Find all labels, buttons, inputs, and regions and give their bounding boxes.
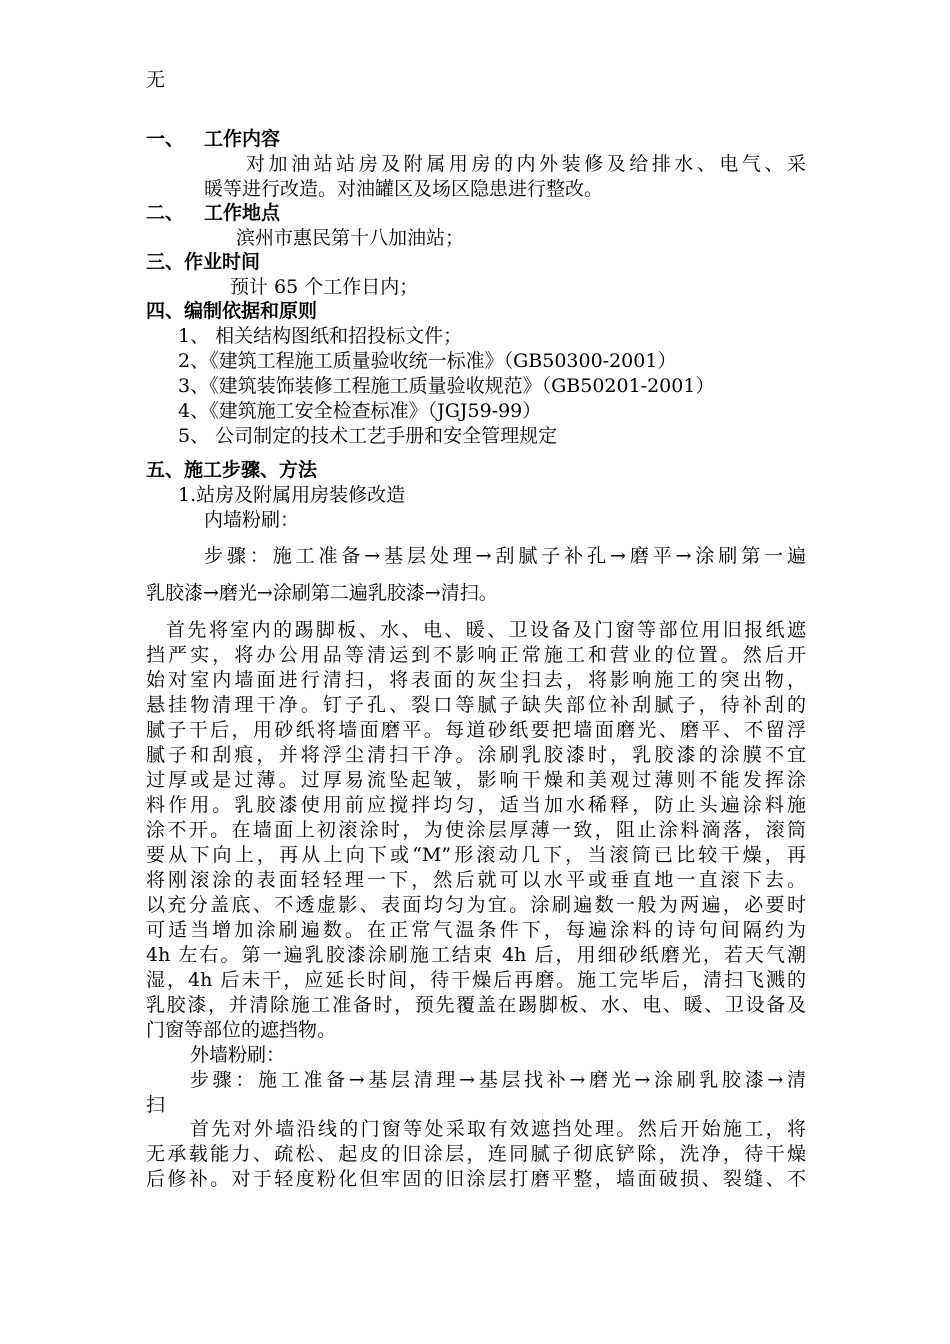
para1-line: 始对室内墙面进行清扫，将表面的灰尘扫去，将影响施工的突出物， <box>146 669 806 691</box>
para1-line: 首先将室内的踢脚板、水、电、暖、卫设备及门窗等部位用旧报纸遮 <box>166 619 806 641</box>
para1-line: 湿，4h 后未干，应延长时间，待干燥后再磨。施工完毕后，清扫飞溅的 <box>146 969 806 991</box>
para1-line: 以充分盖底、不透虚影、表面均匀为宜。涂刷遍数一般为两遍，必要时 <box>146 894 806 916</box>
para1-line: 可适当增加涂刷遍数。在正常气温条件下，每遍涂料的诗句间隔约为 <box>146 919 806 941</box>
para1-line: 将刚滚涂的表面轻轻理一下，然后就可以水平或垂直地一直滚下去。 <box>146 869 806 891</box>
inner-wall-steps-line-2: 乳胶漆→磨光→涂刷第二遍乳胶漆→清扫。 <box>146 582 498 604</box>
para1-line: 腻子干后，用砂纸将墙面磨平。每道砂纸要把墙面磨光、磨平、不留浮 <box>146 719 806 741</box>
para2-line: 首先对外墙沿线的门窗等处采取有效遮挡处理。然后开始施工，将 <box>190 1118 806 1140</box>
para1-line: 乳胶漆，并清除施工准备时，预先覆盖在踢脚板、水、电、暖、卫设备及 <box>146 994 806 1016</box>
header-mark: 无 <box>146 69 166 91</box>
para1-line: 4h 左右。第一遍乳胶漆涂刷施工结束 4h 后，用细砂纸磨光，若天气潮 <box>146 944 806 966</box>
basis-item-2: 2、《建筑工程施工质量验收统一标准》（GB50300-2001） <box>178 350 677 372</box>
basis-item-5: 5、 公司制定的技术工艺手册和安全管理规定 <box>178 425 558 447</box>
basis-item-3: 3、《建筑装饰装修工程施工质量验收规范》（GB50201-2001） <box>178 375 715 397</box>
section-3-text: 预计 65 个工作日内； <box>230 276 419 298</box>
para1-line: 挡严实，将办公用品等清运到不影响正常施工和营业的位置。然后开 <box>146 644 806 666</box>
para1-line: 料作用。乳胶漆使用前应搅拌均匀，适当加水稀释，防止头遍涂料施 <box>146 794 806 816</box>
para1-line: 要从下向上，再从上向下或“M”形滚动几下，当滚筒已比较干燥，再 <box>146 844 806 866</box>
section-1-text-line-2: 暖等进行改造。对油罐区及场区隐患进行整改。 <box>204 178 604 200</box>
section-1-text-line-1: 对加油站站房及附属用房的内外装修及给排水、电气、采 <box>246 153 806 175</box>
para2-line: 无承载能力、疏松、起皮的旧涂层，连同腻子彻底铲除，洗净，待干燥 <box>146 1143 806 1165</box>
para1-line: 过厚或是过薄。过厚易流坠起皱，影响干燥和美观过薄则不能发挥涂 <box>146 769 806 791</box>
para1-line: 涂不开。在墙面上初滚涂时，为使涂层厚薄一致，阻止涂料滴落，滚筒 <box>146 819 806 841</box>
basis-item-4: 4、《建筑施工安全检查标准》（JGJ59-99） <box>178 400 542 422</box>
section-4-heading: 四、编制依据和原则 <box>146 300 318 322</box>
section-5-heading: 五、施工步骤、方法 <box>146 459 318 481</box>
section-2-text: 滨州市惠民第十八加油站； <box>236 227 465 249</box>
section-1-title: 工作内容 <box>204 128 281 150</box>
inner-wall-steps-line-1: 步骤：施工准备→基层处理→刮腻子补孔→磨平→涂刷第一遍 <box>204 545 806 567</box>
section-2-title: 工作地点 <box>204 202 281 224</box>
outer-wall-steps-line-1: 步骤：施工准备→基层清理→基层找补→磨光→涂刷乳胶漆→清 <box>190 1069 806 1091</box>
para1-line: 门窗等部位的遮挡物。 <box>146 1019 337 1041</box>
inner-wall-title: 内墙粉刷： <box>204 509 300 531</box>
para1-line: 悬挂物清理干净。钉子孔、裂口等腻子缺失部位补刮腻子，待补刮的 <box>146 694 806 716</box>
basis-item-1: 1、 相关结构图纸和招投标文件； <box>178 325 463 347</box>
section-5-subheading: 1.站房及附属用房装修改造 <box>178 484 406 506</box>
section-3-heading: 三、作业时间 <box>146 251 261 273</box>
outer-wall-title: 外墙粉刷： <box>190 1044 286 1066</box>
outer-wall-steps-line-2: 扫 <box>146 1094 166 1116</box>
para1-line: 腻子和刮痕，并将浮尘清扫干净。涂刷乳胶漆时，乳胶漆的涂膜不宜 <box>146 744 806 766</box>
section-2-number: 二、 <box>146 202 185 224</box>
para2-line: 后修补。对于轻度粉化但牢固的旧涂层打磨平整，墙面破损、裂缝、不 <box>146 1168 806 1190</box>
section-1-number: 一、 <box>146 128 185 150</box>
